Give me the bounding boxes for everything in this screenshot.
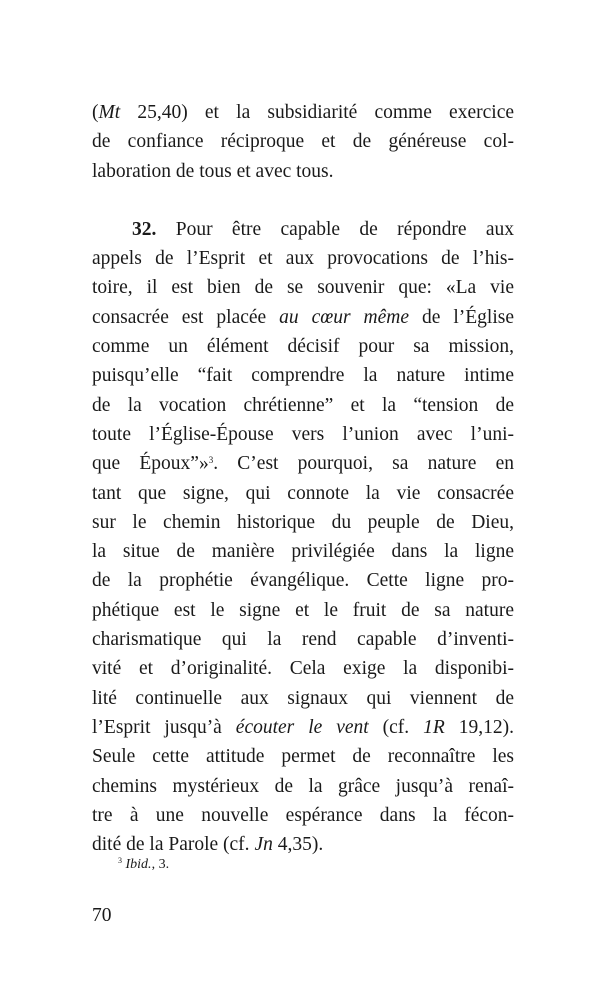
- text-line: de la vocation chrétienne” et la “tension de: [92, 394, 514, 416]
- text-line: comme un élément décisif pour sa mission,: [92, 336, 514, 358]
- footnote-reference[interactable]: 3: [208, 455, 214, 466]
- text-line: phétique est le signe et le fruit de sa nature: [92, 599, 514, 621]
- text-line: de confiance réciproque et de généreuse col-: [92, 131, 514, 153]
- text-line: toire, il est bien de se souvenir que: «La vie: [92, 277, 514, 299]
- paragraph-32: [92, 215, 514, 860]
- text-line: puisqu’elle “fait comprendre la nature intime: [92, 365, 514, 387]
- text-line: dité de la Parole (cf. Jn 4,35).: [92, 834, 324, 856]
- text-line: toute l’Église-Épouse vers l’union avec l’uni-: [92, 423, 514, 445]
- text-line: laboration de tous et avec tous.: [92, 160, 334, 182]
- paragraph-continuation: [92, 98, 514, 186]
- page-number: 70: [92, 905, 112, 926]
- paragraph-gap: [92, 186, 514, 215]
- text-line: chemins mystérieux de la grâce jusqu’à renaî-: [92, 775, 514, 797]
- footnote-marker: 3: [118, 856, 122, 865]
- text-line: consacrée est placée au cœur même de l’Église: [92, 306, 514, 328]
- text-line: que Époux”»$^3$. C’est pourquoi, sa nature en: [92, 453, 514, 475]
- text-line: tre à une nouvelle espérance dans la fécon-: [92, 804, 514, 826]
- text-line: de la prophétie évangélique. Cette ligne pro-: [92, 570, 514, 592]
- text-line: appels de l’Esprit et aux provocations de l’his-: [92, 248, 514, 270]
- text-line: lité continuelle aux signaux qui viennent de: [92, 687, 514, 709]
- text-line: vité et d’originalité. Cela exige la disponibi-: [92, 658, 514, 680]
- page-body: [92, 98, 514, 859]
- text-line: la situe de manière privilégiée dans la ligne: [92, 541, 514, 563]
- footnote: $^3$ Ibid., 3.: [118, 856, 170, 872]
- paragraph-number: 32.: [132, 218, 157, 240]
- text-line: Seule cette attitude permet de reconnaître les: [92, 746, 514, 768]
- text-line: sur le chemin historique du peuple de Dieu,: [92, 511, 514, 533]
- text-line: tant que signe, qui connote la vie consacrée: [92, 482, 514, 504]
- text-line: l’Esprit jusqu’à écouter le vent (cf. 1R 19,12).: [92, 716, 514, 738]
- text-line: (Mt 25,40) et la subsidiarité comme exercice: [92, 102, 514, 123]
- text-line: charismatique qui la rend capable d’inventi-: [92, 629, 514, 651]
- text-line: 32. Pour être capable de répondre aux: [132, 218, 514, 240]
